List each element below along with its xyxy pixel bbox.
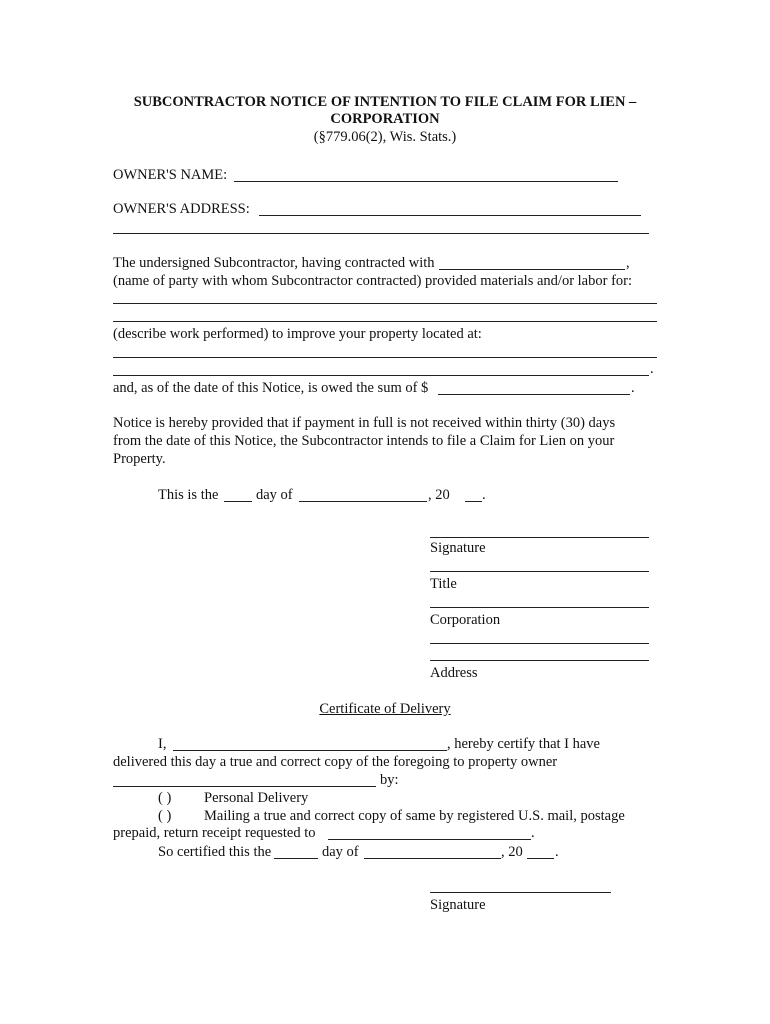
mail-delivery-label: Mailing a true and correct copy of same by registered U.S. mail, postage bbox=[204, 808, 625, 824]
address-line-2[interactable] bbox=[430, 660, 649, 661]
certificate-signature-line[interactable] bbox=[430, 892, 611, 893]
date-day-of-text: day of bbox=[256, 487, 293, 503]
corporation-line[interactable] bbox=[430, 607, 649, 608]
document-title-line2: CORPORATION bbox=[330, 111, 440, 127]
date-day-line[interactable] bbox=[224, 501, 252, 502]
personal-delivery-label: Personal Delivery bbox=[204, 790, 309, 806]
work-description-text: (describe work performed) to improve your property located at: bbox=[113, 326, 482, 342]
owners-address-line[interactable] bbox=[259, 215, 641, 216]
notice-line-3: Property. bbox=[113, 451, 166, 467]
contracted-party-line[interactable] bbox=[439, 269, 625, 270]
certified-year-line[interactable] bbox=[527, 858, 554, 859]
address-label: Address bbox=[430, 665, 478, 681]
contracted-with-text: The undersigned Subcontractor, having contracted with bbox=[113, 255, 435, 271]
so-certified-text: So certified this the bbox=[158, 844, 272, 860]
certified-day-of-text: day of bbox=[322, 844, 359, 860]
prepaid-text: prepaid, return receipt requested to bbox=[113, 825, 316, 841]
prepaid-period: . bbox=[531, 825, 535, 841]
title-label: Title bbox=[430, 576, 457, 592]
certified-end-period: . bbox=[555, 844, 559, 860]
party-description-text: (name of party with whom Subcontractor contracted) provided materials and/or labor for: bbox=[113, 273, 633, 289]
notice-line-1: Notice is hereby provided that if payment in full is not received within thirty (30) days bbox=[113, 415, 616, 431]
notice-line-2: from the date of this Notice, the Subcontractor intends to file a Claim for Lien on your bbox=[113, 433, 615, 449]
certified-day-line[interactable] bbox=[274, 858, 318, 859]
date-year-line[interactable] bbox=[465, 501, 482, 502]
corporation-label: Corporation bbox=[430, 612, 501, 628]
certified-year-prefix: , 20 bbox=[501, 844, 523, 860]
certificate-i: I, bbox=[158, 736, 167, 752]
hereby-certify-text: , hereby certify that I have bbox=[447, 736, 600, 752]
owners-name-line[interactable] bbox=[234, 181, 618, 182]
property-location-line-2[interactable] bbox=[113, 375, 649, 376]
delivered-by-text: by: bbox=[380, 772, 399, 788]
delivered-text: delivered this day a true and correct copy of the foregoing to property owner bbox=[113, 754, 558, 770]
owners-address-line-2[interactable] bbox=[113, 233, 649, 234]
contracted-comma: , bbox=[626, 255, 630, 271]
certified-month-line[interactable] bbox=[364, 858, 501, 859]
certificate-heading: Certificate of Delivery bbox=[319, 701, 451, 717]
mail-delivery-checkbox[interactable]: ( ) bbox=[158, 808, 172, 824]
signature-line[interactable] bbox=[430, 537, 649, 538]
title-line[interactable] bbox=[430, 571, 649, 572]
owners-name-label: OWNER'S NAME: bbox=[113, 167, 228, 183]
personal-delivery-checkbox[interactable]: ( ) bbox=[158, 790, 172, 806]
property-owner-line[interactable] bbox=[113, 786, 376, 787]
date-this-is-text: This is the bbox=[158, 487, 219, 503]
address-line-1[interactable] bbox=[430, 643, 649, 644]
property-location-line-1[interactable] bbox=[113, 357, 657, 358]
signature-label: Signature bbox=[430, 540, 486, 556]
date-month-line[interactable] bbox=[299, 501, 427, 502]
date-end-period: . bbox=[482, 487, 486, 503]
mail-recipient-line[interactable] bbox=[328, 839, 531, 840]
statute-reference: (§779.06(2), Wis. Stats.) bbox=[313, 129, 457, 145]
certifier-name-line[interactable] bbox=[173, 750, 447, 751]
document-title-line1: SUBCONTRACTOR NOTICE OF INTENTION TO FILE CLAIM FOR LIEN – bbox=[133, 94, 637, 110]
owed-sum-line[interactable] bbox=[438, 394, 630, 395]
certificate-signature-label: Signature bbox=[430, 897, 486, 913]
owed-sum-text: and, as of the date of this Notice, is owed the sum of $ bbox=[113, 380, 429, 396]
date-year-prefix: , 20 bbox=[428, 487, 450, 503]
work-description-line-2[interactable] bbox=[113, 321, 657, 322]
owners-address-label: OWNER'S ADDRESS: bbox=[113, 201, 250, 217]
owed-sum-period: . bbox=[631, 380, 635, 396]
property-location-period: . bbox=[650, 361, 654, 377]
work-description-line-1[interactable] bbox=[113, 303, 657, 304]
